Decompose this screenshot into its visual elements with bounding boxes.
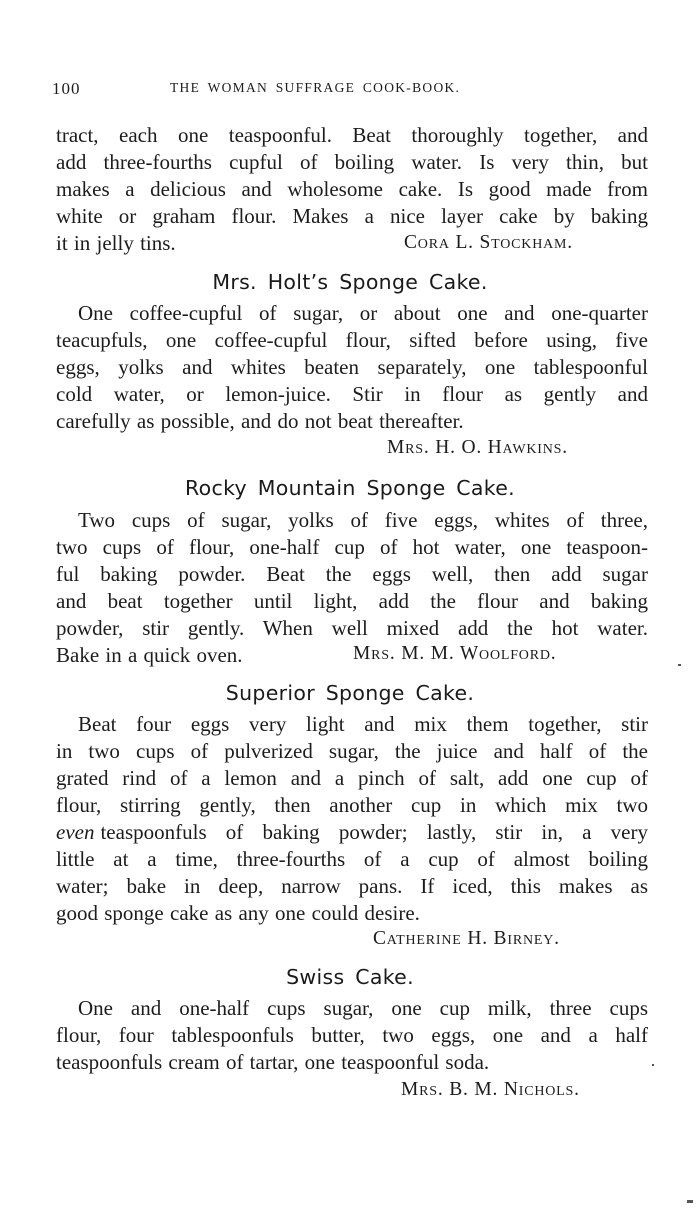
- recipe-title: Superior Sponge Cake.: [225, 681, 475, 705]
- text-line: it in jelly tins.: [56, 231, 176, 255]
- text-line: white or graham flour. Makes a nice layer cake by baking: [56, 204, 648, 228]
- text-line: and beat together until light, add the flour and baking: [56, 589, 648, 613]
- recipe-text: [56, 507, 648, 669]
- text-line: cold water, or lemon-juice. Stir in flour as gently and: [56, 382, 648, 406]
- text-line: makes a delicious and wholesome cake. Is good made from: [56, 177, 648, 201]
- text-line: in two cups of pulverized sugar, the juice and half of the: [56, 739, 648, 763]
- recipe-title: Swiss Cake.: [286, 965, 414, 989]
- text-line: teacupfuls, one coffee-cupful flour, sifted before using, five: [56, 328, 648, 352]
- recipe-text: [56, 711, 648, 927]
- recipe-author: Mrs. M. M. Woolford.: [353, 643, 557, 664]
- text-line: One and one-half cups sugar, one cup milk, three cups: [78, 996, 648, 1020]
- text-line: flour, four tablespoonfuls butter, two eggs, one and a half: [56, 1023, 648, 1047]
- text-line: good sponge cake as any one could desire.: [56, 901, 420, 925]
- text-line: Beat four eggs very light and mix them together, stir: [78, 712, 648, 736]
- text-line: Bake in a quick oven.: [56, 643, 243, 667]
- text-line: [56, 819, 648, 846]
- text-line: tract, each one teaspoonful. Beat thoroughly together, and: [56, 123, 648, 147]
- text-line: grated rind of a lemon and a pinch of salt, add one cup of: [56, 766, 648, 790]
- text-line-rest: teaspoonfuls of baking powder; lastly, stir in, a very: [100, 820, 648, 844]
- scan-speck: [687, 1200, 693, 1203]
- text-line: add three-fourths cupful of boiling water. Is very thin, but: [56, 150, 648, 174]
- recipe-title: Mrs. Holt’s Sponge Cake.: [212, 270, 488, 294]
- italic-word: even: [56, 820, 95, 844]
- text-line: One coffee-cupful of sugar, or about one and one-quarter: [78, 301, 648, 325]
- recipe-author: Catherine H. Birney.: [373, 928, 560, 949]
- page-number: 100: [52, 79, 81, 98]
- running-head: [52, 79, 642, 101]
- text-line: powder, stir gently. When well mixed add the hot water.: [56, 616, 648, 640]
- recipe-author: Mrs. B. M. Nichols.: [401, 1079, 580, 1100]
- text-line: eggs, yolks and whites beaten separately, one tablespoonful: [56, 355, 648, 379]
- text-line: teaspoonfuls cream of tartar, one teaspoonful soda.: [56, 1050, 490, 1074]
- recipe-text: [56, 995, 648, 1076]
- recipe-text: [56, 300, 648, 435]
- recipe-author: Mrs. H. O. Hawkins.: [387, 437, 568, 458]
- text-line: carefully as possible, and do not beat thereafter.: [56, 409, 464, 433]
- recipe-author: Cora L. Stockham.: [404, 232, 573, 253]
- text-line: little at a time, three-fourths of a cup of almost boiling: [56, 847, 648, 871]
- recipe-title: Rocky Mountain Sponge Cake.: [185, 476, 515, 500]
- scan-speck: [678, 664, 681, 666]
- running-title: THE WOMAN SUFFRAGE COOK-BOOK.: [170, 80, 461, 95]
- text-line: Two cups of sugar, yolks of five eggs, whites of three,: [78, 508, 648, 532]
- scan-speck: [652, 1064, 654, 1066]
- text-line: two cups of flour, one-half cup of hot water, one teaspoon-: [56, 535, 648, 559]
- text-line: water; bake in deep, narrow pans. If iced, this makes as: [56, 874, 648, 898]
- text-line: ful baking powder. Beat the eggs well, then add sugar: [56, 562, 648, 586]
- text-line: flour, stirring gently, then another cup in which mix two: [56, 793, 648, 817]
